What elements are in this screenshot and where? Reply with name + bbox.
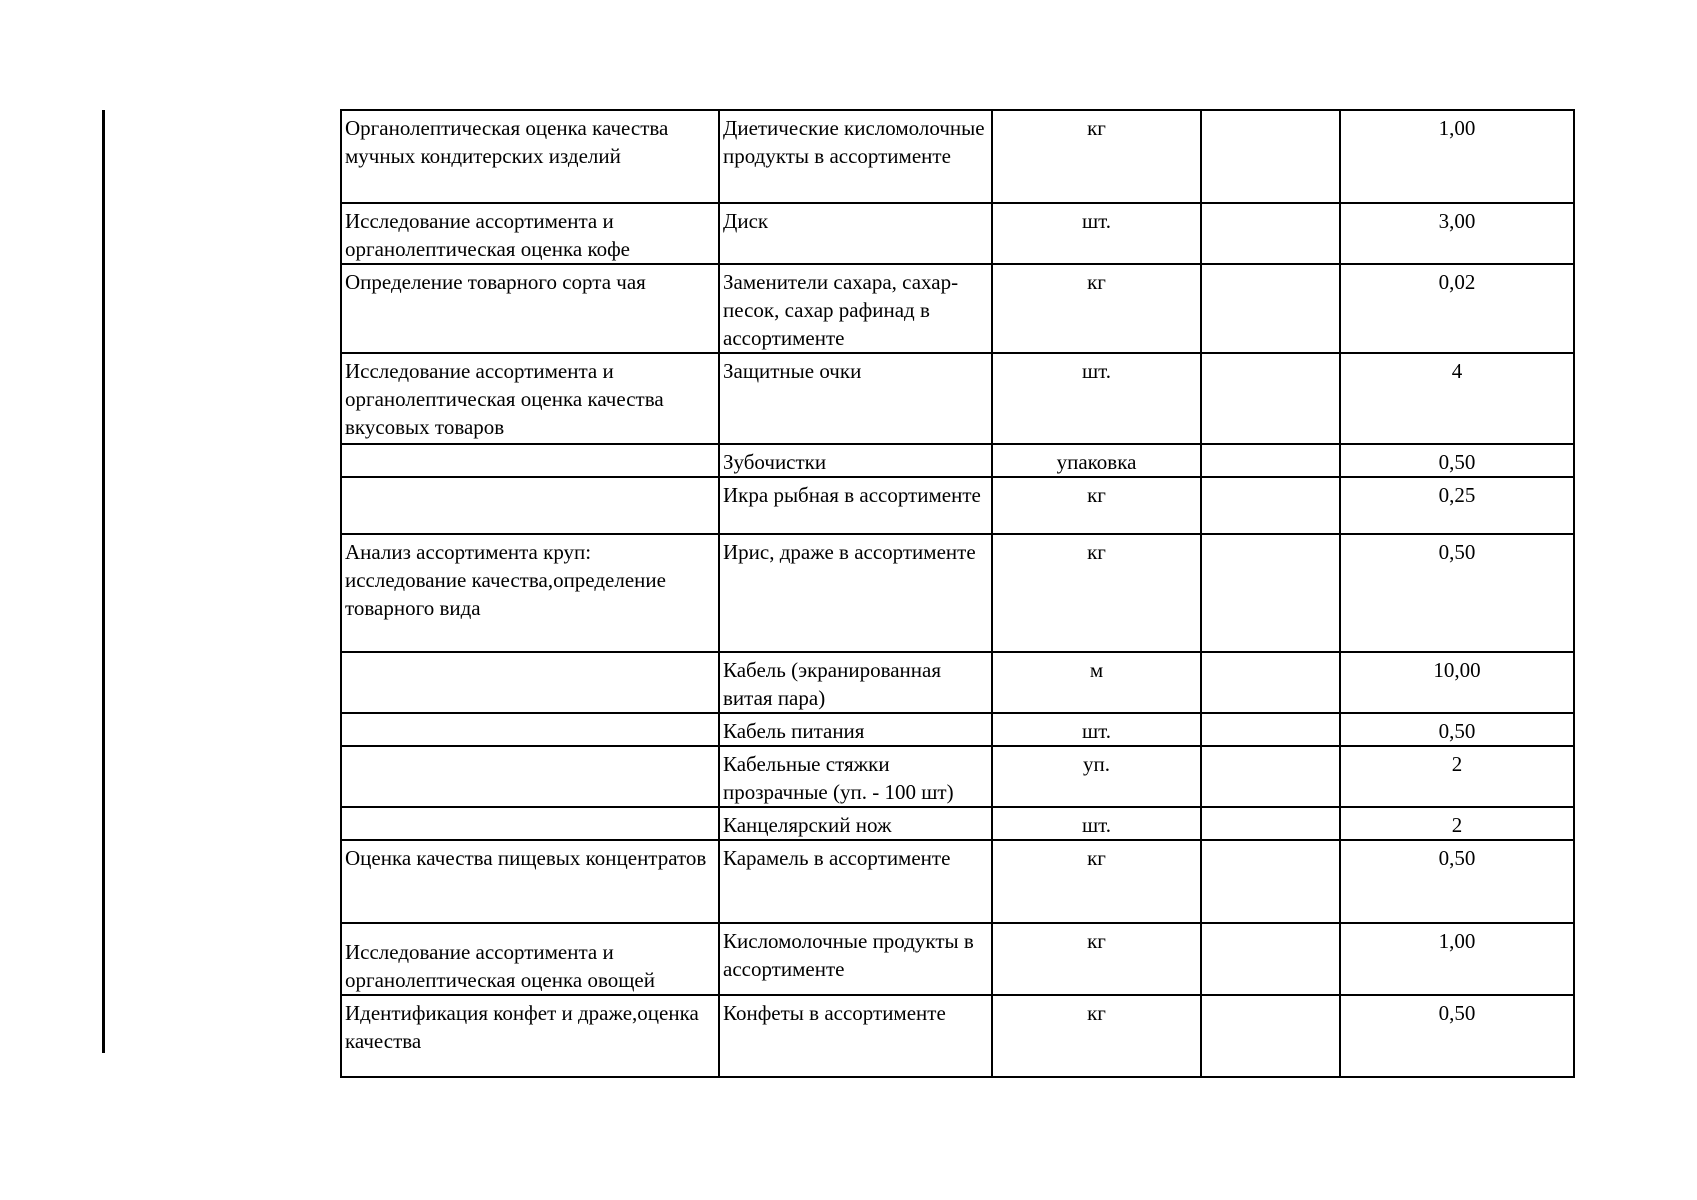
activity-cell: Органолептическая оценка качества мучных кондитерских изделий [341, 110, 719, 203]
unit-cell: кг [992, 923, 1201, 995]
empty-cell [1201, 746, 1340, 807]
empty-cell [1201, 923, 1340, 995]
item-cell: Кисломолочные продукты в ассортименте [719, 923, 992, 995]
empty-cell [1201, 652, 1340, 713]
unit-cell: кг [992, 477, 1201, 534]
quantity-cell: 3,00 [1340, 203, 1574, 264]
quantity-cell: 0,25 [1340, 477, 1574, 534]
unit-cell: шт. [992, 353, 1201, 444]
table-row [341, 110, 1574, 203]
item-cell: Зубочистки [719, 444, 992, 477]
table-row [341, 444, 1574, 477]
empty-cell [1201, 203, 1340, 264]
unit-cell: м [992, 652, 1201, 713]
unit-cell: шт. [992, 203, 1201, 264]
activity-cell [341, 652, 719, 713]
empty-cell [1201, 534, 1340, 652]
table-row [341, 477, 1574, 534]
unit-cell: кг [992, 534, 1201, 652]
activity-cell [341, 477, 719, 534]
table-row [341, 923, 1574, 995]
item-cell: Диетические кисломолочные продукты в ассортименте [719, 110, 992, 203]
unit-cell: уп. [992, 746, 1201, 807]
empty-cell [1201, 353, 1340, 444]
quantity-cell: 0,50 [1340, 713, 1574, 746]
quantity-cell: 0,02 [1340, 264, 1574, 353]
activity-cell [341, 444, 719, 477]
item-cell: Кабельные стяжки прозрачные (уп. - 100 шт) [719, 746, 992, 807]
item-cell: Заменители сахара, сахар-песок, сахар рафинад в ассортименте [719, 264, 992, 353]
unit-cell: шт. [992, 807, 1201, 840]
quantity-cell: 1,00 [1340, 110, 1574, 203]
quantity-cell: 0,50 [1340, 444, 1574, 477]
item-cell: Кабель питания [719, 713, 992, 746]
activity-cell [341, 713, 719, 746]
empty-cell [1201, 477, 1340, 534]
activity-cell [341, 807, 719, 840]
table-row [341, 264, 1574, 353]
empty-cell [1201, 840, 1340, 923]
activity-cell: Идентификация конфет и драже,оценка качества [341, 995, 719, 1077]
item-cell: Защитные очки [719, 353, 992, 444]
table-row [341, 713, 1574, 746]
item-cell: Конфеты в ассортименте [719, 995, 992, 1077]
table-row [341, 652, 1574, 713]
unit-cell: кг [992, 840, 1201, 923]
quantity-cell: 10,00 [1340, 652, 1574, 713]
unit-cell: кг [992, 110, 1201, 203]
quantity-cell: 0,50 [1340, 995, 1574, 1077]
activity-cell: Анализ ассортимента круп: исследование качества,определение товарного вида [341, 534, 719, 652]
quantity-cell: 2 [1340, 746, 1574, 807]
activity-cell: Определение товарного сорта чая [341, 264, 719, 353]
table-row [341, 995, 1574, 1077]
empty-cell [1201, 713, 1340, 746]
item-cell: Карамель в ассортименте [719, 840, 992, 923]
unit-cell: шт. [992, 713, 1201, 746]
unit-cell: кг [992, 264, 1201, 353]
table-row [341, 353, 1574, 444]
table-row [341, 840, 1574, 923]
quantity-cell: 0,50 [1340, 534, 1574, 652]
quantity-cell: 2 [1340, 807, 1574, 840]
quantity-cell: 0,50 [1340, 840, 1574, 923]
activity-cell: Оценка качества пищевых концентратов [341, 840, 719, 923]
empty-cell [1201, 264, 1340, 353]
item-cell: Икра рыбная в ассортименте [719, 477, 992, 534]
item-cell: Канцелярский нож [719, 807, 992, 840]
activity-cell: Исследование ассортимента и органолептическая оценка кофе [341, 203, 719, 264]
activity-cell: Исследование ассортимента и органолептическая оценка качества вкусовых товаров [341, 353, 719, 444]
activity-cell: Исследование ассортимента и органолептическая оценка овощей [341, 923, 719, 995]
empty-cell [1201, 110, 1340, 203]
materials-table [340, 109, 1575, 1078]
empty-cell [1201, 995, 1340, 1077]
unit-cell: упаковка [992, 444, 1201, 477]
item-cell: Кабель (экранированная витая пара) [719, 652, 992, 713]
quantity-cell: 4 [1340, 353, 1574, 444]
activity-cell [341, 746, 719, 807]
unit-cell: кг [992, 995, 1201, 1077]
table-row [341, 807, 1574, 840]
item-cell: Диск [719, 203, 992, 264]
empty-cell [1201, 807, 1340, 840]
table-row [341, 746, 1574, 807]
table-row [341, 203, 1574, 264]
left-margin-rule [102, 110, 105, 1053]
table-row [341, 534, 1574, 652]
quantity-cell: 1,00 [1340, 923, 1574, 995]
item-cell: Ирис, драже в ассортименте [719, 534, 992, 652]
empty-cell [1201, 444, 1340, 477]
